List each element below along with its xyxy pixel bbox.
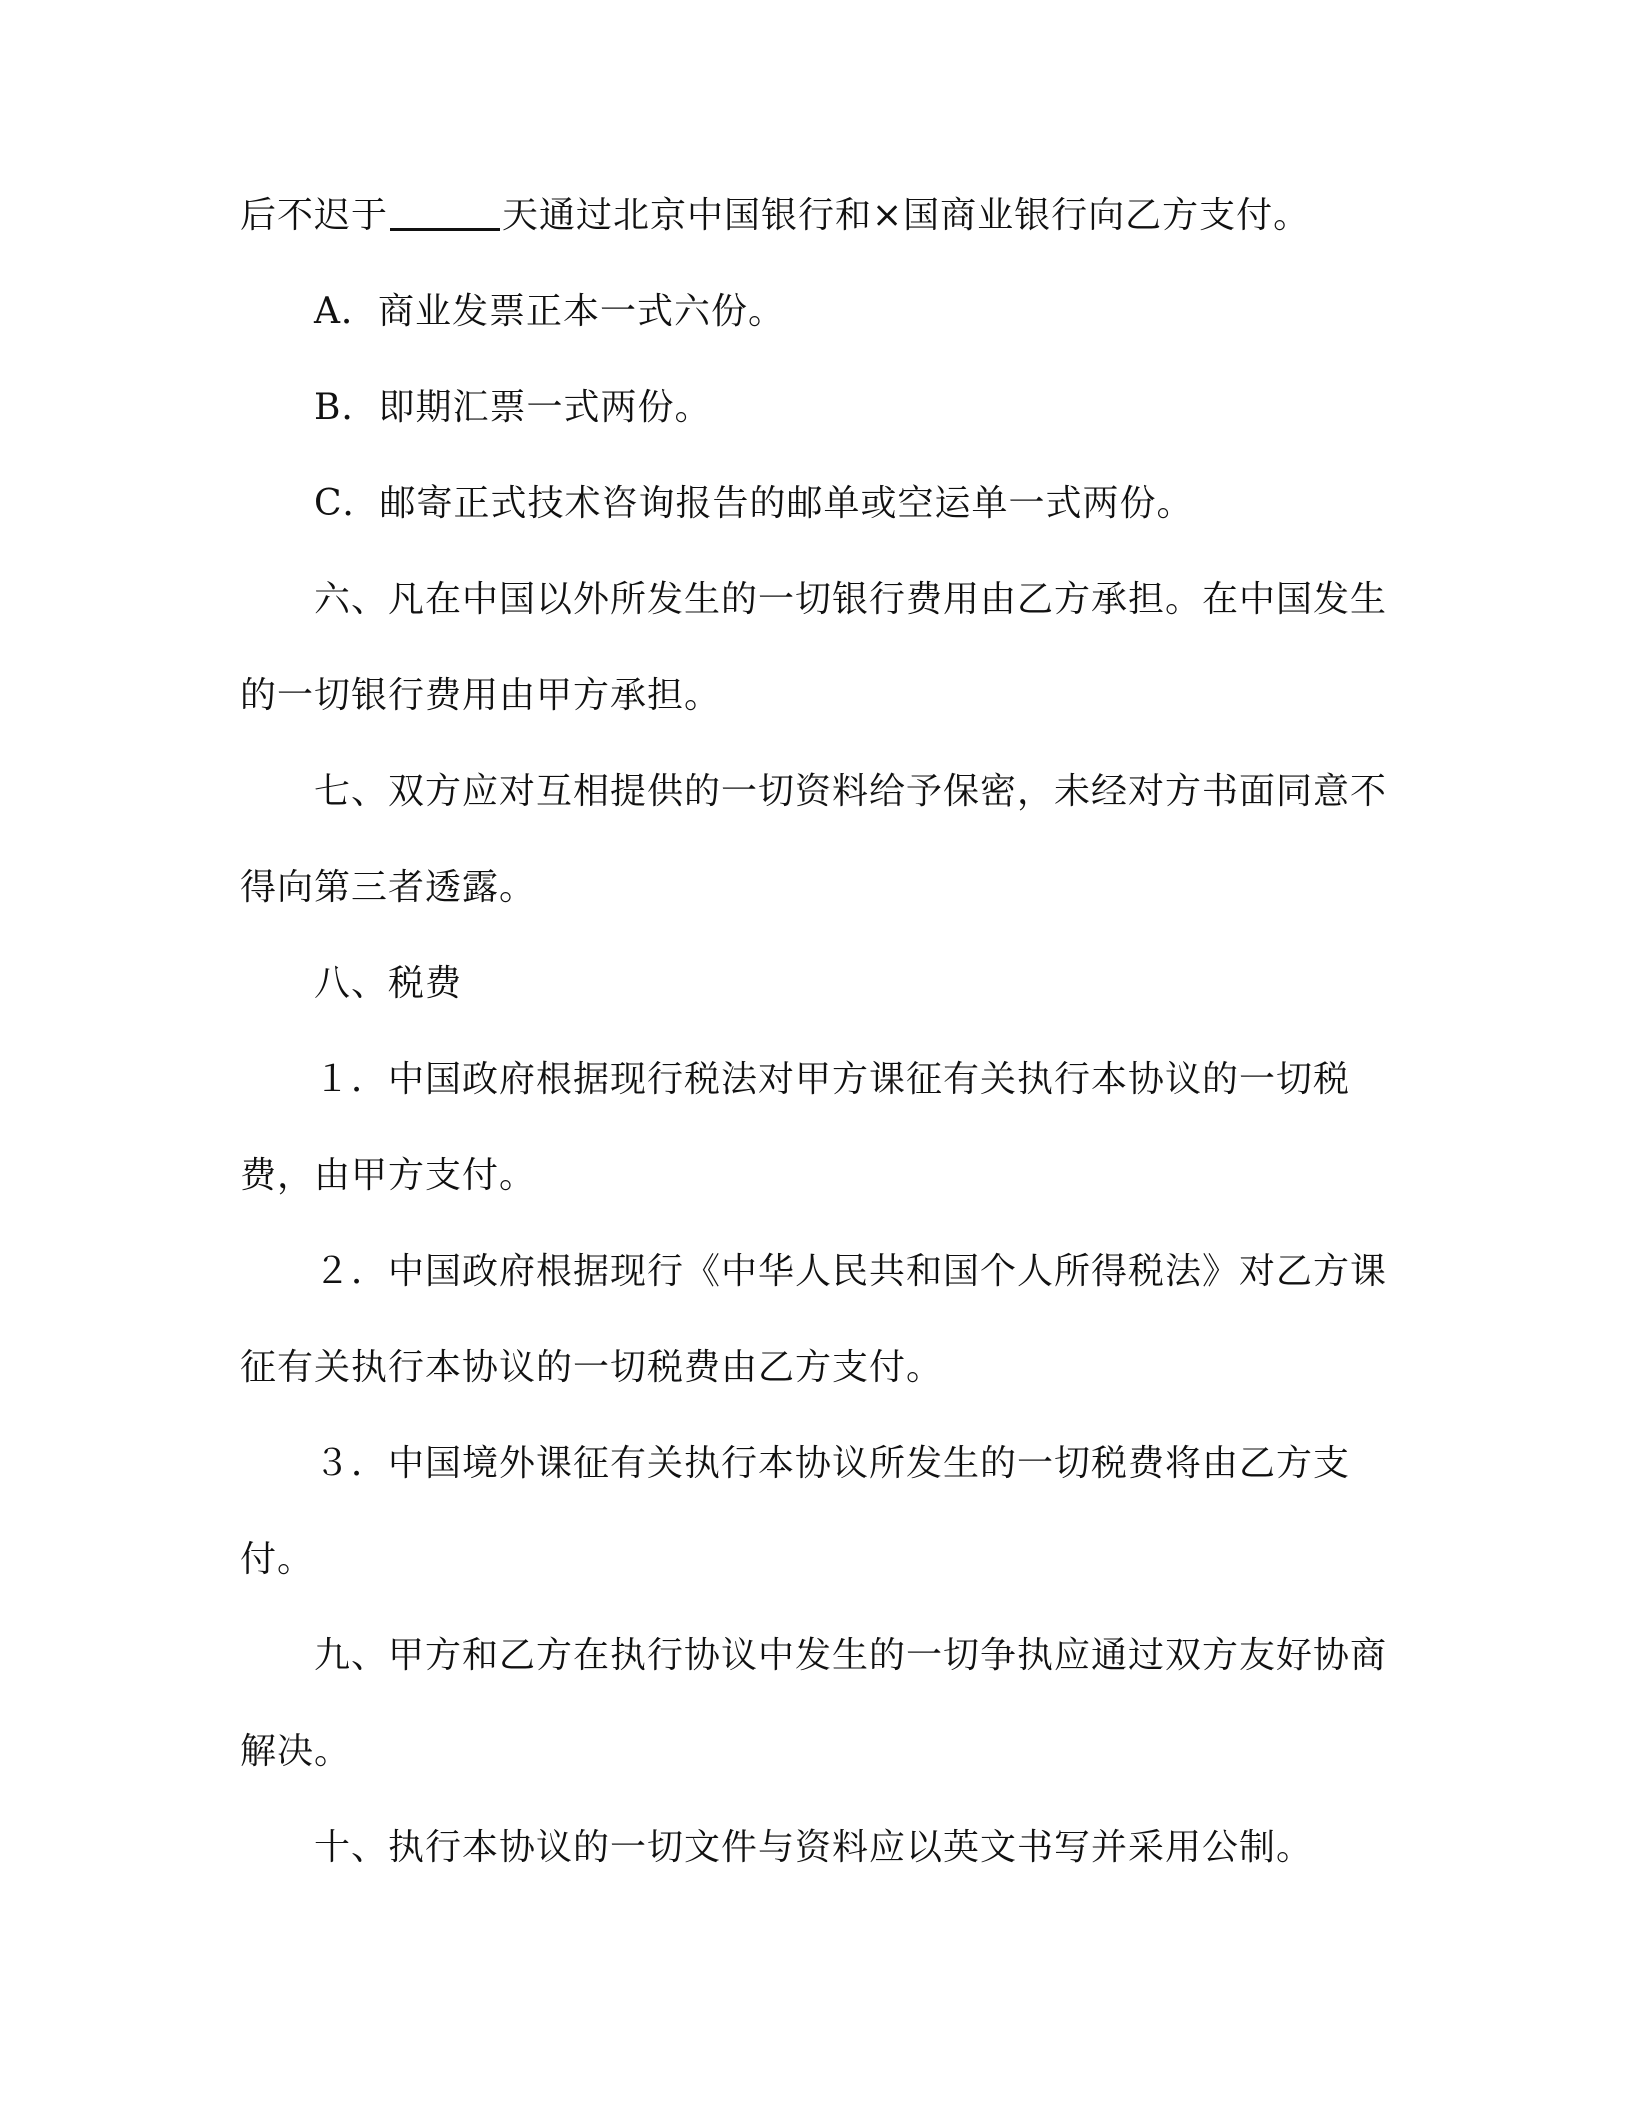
- clause-six-line-2: 的一切银行费用由甲方承担。: [240, 675, 722, 716]
- clause-eight-heading: 八、税费: [314, 963, 463, 1004]
- list-item-a: A．商业发票正本一式六份。: [314, 291, 785, 332]
- tax-item-1-line-2: 费，由甲方支付。: [240, 1155, 537, 1196]
- list-item-b: B．即期汇票一式两份。: [314, 387, 712, 428]
- clause-nine-line-2: 解决。: [240, 1731, 352, 1772]
- tax-item-2-line-2: 征有关执行本协议的一切税费由乙方支付。: [240, 1347, 944, 1388]
- tax-item-1-line-1: １．中国政府根据现行税法对甲方课征有关执行本协议的一切税: [314, 1059, 1351, 1100]
- tax-item-3-line-1: ３．中国境外课征有关执行本协议所发生的一切税费将由乙方支: [314, 1443, 1351, 1484]
- text-segment: 后不迟于: [240, 195, 389, 236]
- clause-seven-line-2: 得向第三者透露。: [240, 867, 537, 908]
- tax-item-2-line-1: ２．中国政府根据现行《中华人民共和国个人所得税法》对乙方课: [314, 1251, 1388, 1292]
- list-item-c: C．邮寄正式技术咨询报告的邮单或空运单一式两份。: [314, 483, 1194, 524]
- clause-ten: 十、执行本协议的一切文件与资料应以英文书写并采用公制。: [314, 1827, 1314, 1868]
- text-segment: 天通过北京中国银行和×国商业银行向乙方支付。: [502, 195, 1311, 236]
- text-line-payment-days: [240, 194, 1420, 238]
- clause-seven-line-1: 七、双方应对互相提供的一切资料给予保密，未经对方书面同意不: [314, 771, 1388, 812]
- clause-six-line-1: 六、凡在中国以外所发生的一切银行费用由乙方承担。在中国发生: [314, 579, 1388, 620]
- clause-nine-line-1: 九、甲方和乙方在执行协议中发生的一切争执应通过双方友好协商: [314, 1635, 1388, 1676]
- tax-item-3-line-2: 付。: [240, 1539, 315, 1580]
- blank-underline: [390, 198, 500, 231]
